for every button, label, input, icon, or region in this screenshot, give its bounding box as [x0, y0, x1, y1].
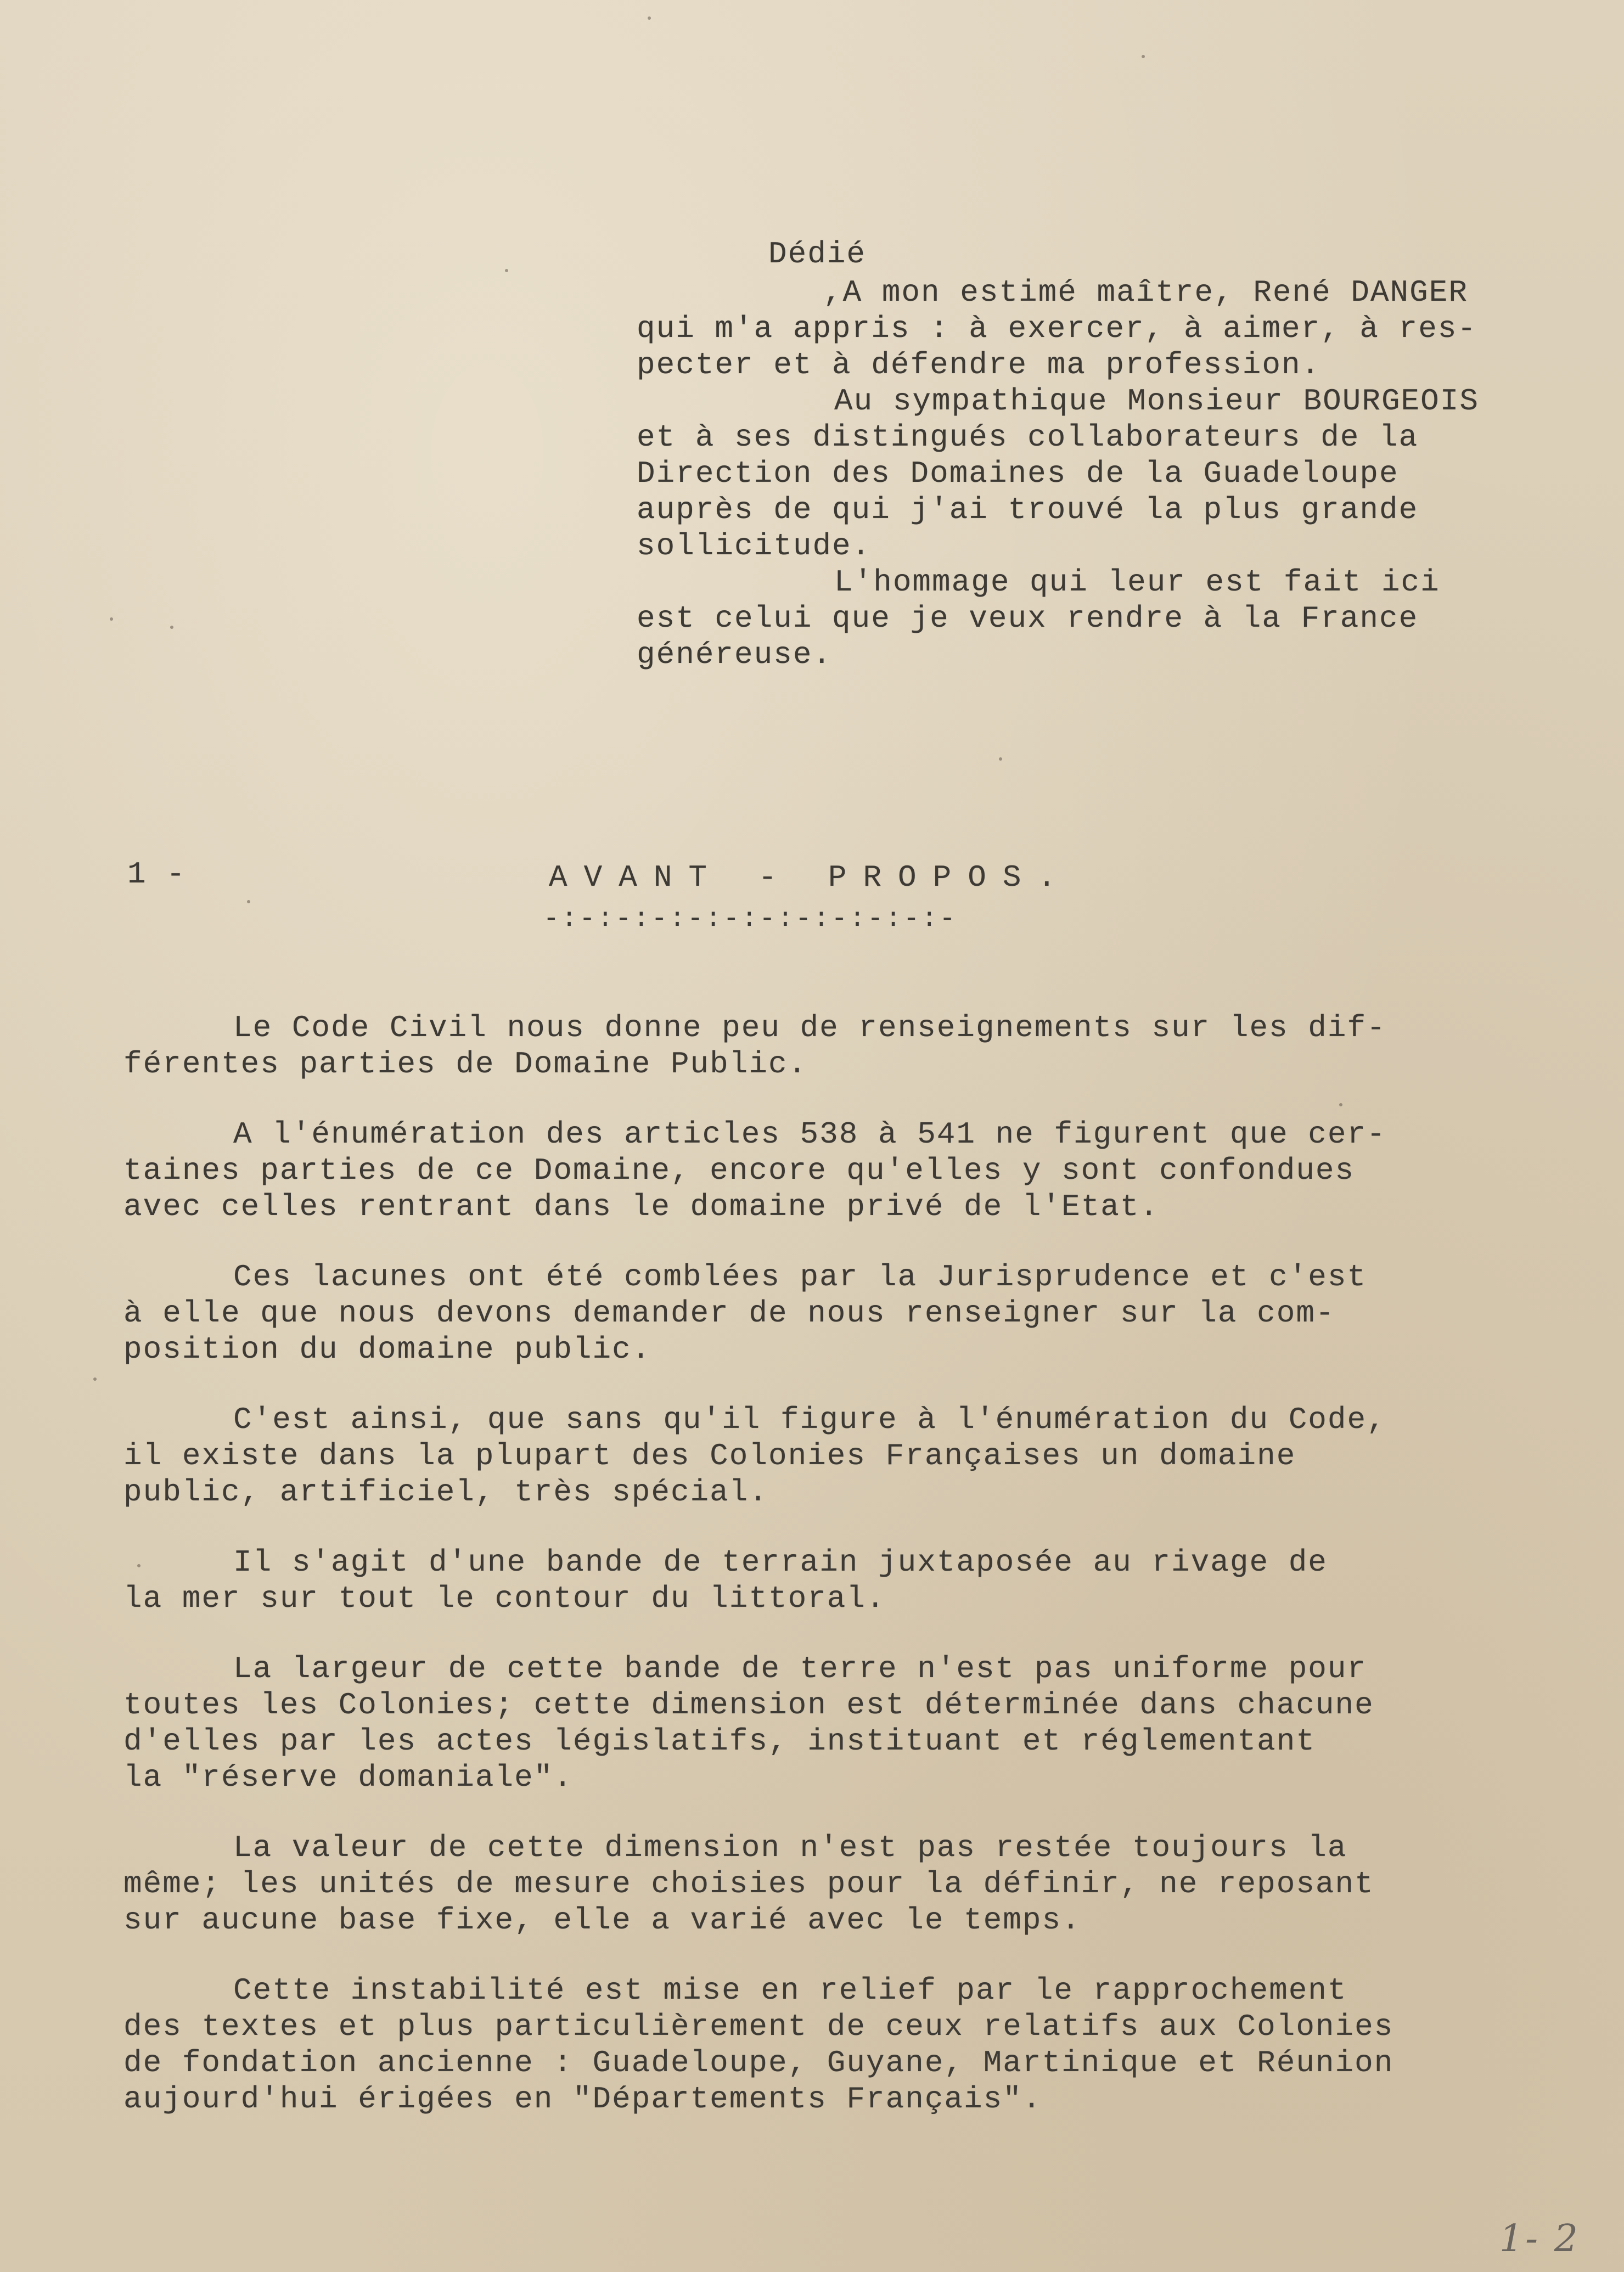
- paragraph-line: public, artificiel, très spécial.: [123, 1475, 768, 1510]
- paper-speck: [93, 1377, 97, 1381]
- paragraph: [123, 1830, 1539, 1938]
- section-number: 1 -: [127, 857, 186, 892]
- paragraph: [123, 1544, 1539, 1617]
- paragraph-line: férentes parties de Domaine Public.: [123, 1047, 808, 1082]
- paragraph: [123, 1010, 1539, 1082]
- paragraph-line: il existe dans la plupart des Colonies Françaises un domaine: [123, 1438, 1296, 1474]
- dedication-line: généreuse.: [637, 637, 833, 672]
- dedication-line: est celui que je veux rendre à la France: [637, 601, 1419, 636]
- dedication-line: et à ses distingués collaborateurs de la: [637, 420, 1419, 455]
- paragraph-line: même; les unités de mesure choisies pour la définir, ne reposant: [123, 1866, 1374, 1902]
- paragraph-line: La valeur de cette dimension n'est pas restée toujours la: [233, 1830, 1347, 1865]
- paper-speck: [1142, 55, 1145, 58]
- dedication-line: pecter et à défendre ma profession.: [637, 347, 1321, 383]
- paper-speck: [1339, 1103, 1342, 1106]
- body-text: [123, 1010, 1539, 2151]
- paragraph-line: toutes les Colonies; cette dimension est déterminée dans chacune: [123, 1688, 1374, 1723]
- paper-speck: [999, 757, 1002, 761]
- paragraph-line: la mer sur tout le contour du littoral.: [123, 1581, 886, 1616]
- paper-speck: [137, 1564, 141, 1567]
- paragraph-line: C'est ainsi, que sans qu'il figure à l'énumération du Code,: [233, 1402, 1386, 1437]
- paragraph-line: aujourd'hui érigées en "Départements Français".: [123, 2082, 1042, 2117]
- paragraph-line: la "réserve domaniale".: [123, 1760, 573, 1795]
- dedication-line: L'hommage qui leur est fait ici: [834, 565, 1440, 600]
- dedication-heading: Dédié: [768, 237, 867, 272]
- paper-speck: [110, 617, 113, 621]
- dedication-line: Direction des Domaines de la Guadeloupe: [637, 456, 1399, 491]
- page-number-annotation: 1- 2: [1499, 2217, 1580, 2260]
- paragraph: [123, 1972, 1539, 2117]
- paper-speck: [247, 900, 250, 903]
- paragraph-line: Le Code Civil nous donne peu de renseignements sur les dif-: [233, 1010, 1386, 1045]
- paragraph: [123, 1402, 1539, 1510]
- dedication-line: sollicitude.: [637, 528, 872, 564]
- paragraph: [123, 1651, 1539, 1796]
- paper-speck: [170, 626, 173, 629]
- paper-speck: [505, 269, 508, 272]
- section-divider: -:-:-:-:-:-:-:-:-:-:-:-: [543, 904, 958, 934]
- dedication-line: qui m'a appris : à exercer, à aimer, à res-: [637, 311, 1477, 346]
- paper-speck: [648, 16, 651, 20]
- paragraph-line: sur aucune base fixe, elle a varié avec le temps.: [123, 1903, 1081, 1938]
- dedication-line: Au sympathique Monsieur BOURGEOIS: [834, 384, 1479, 419]
- paragraph-line: des textes et plus particulièrement de ceux relatifs aux Colonies: [123, 2009, 1394, 2044]
- paragraph-line: de fondation ancienne : Guadeloupe, Guyane, Martinique et Réunion: [123, 2045, 1394, 2080]
- paragraph-line: taines parties de ce Domaine, encore qu'elles y sont confondues: [123, 1153, 1355, 1188]
- paragraph: [123, 1116, 1539, 1225]
- dedication-block: [637, 274, 1479, 673]
- dedication-line: ,A mon estimé maître, René DANGER: [823, 275, 1468, 310]
- paragraph-line: position du domaine public.: [123, 1332, 651, 1367]
- paragraph-line: Il s'agit d'une bande de terrain juxtaposée au rivage de: [233, 1545, 1328, 1580]
- paragraph: [123, 1259, 1539, 1368]
- paragraph-line: Ces lacunes ont été comblées par la Jurisprudence et c'est: [233, 1259, 1367, 1295]
- paragraph-line: à elle que nous devons demander de nous renseigner sur la com-: [123, 1296, 1335, 1331]
- paragraph-line: Cette instabilité est mise en relief par le rapprochement: [233, 1973, 1347, 2008]
- paragraph-line: d'elles par les actes législatifs, instituant et réglementant: [123, 1724, 1316, 1759]
- dedication-line: auprès de qui j'ai trouvé la plus grande: [637, 492, 1419, 527]
- section-title: AVANT - PROPOS.: [549, 860, 1073, 895]
- paragraph-line: avec celles rentrant dans le domaine privé de l'Etat.: [123, 1189, 1160, 1224]
- paragraph-line: La largeur de cette bande de terre n'est pas uniforme pour: [233, 1651, 1367, 1686]
- paragraph-line: A l'énumération des articles 538 à 541 ne figurent que cer-: [233, 1117, 1386, 1152]
